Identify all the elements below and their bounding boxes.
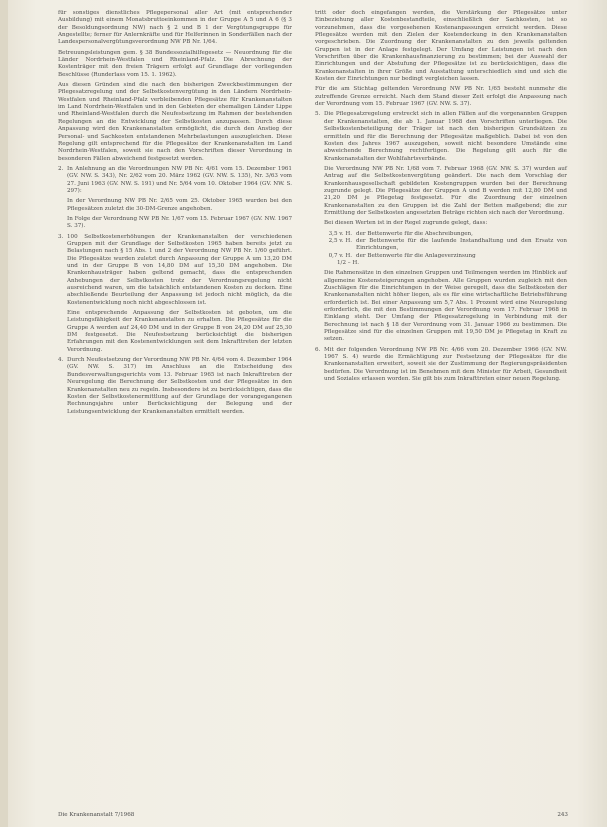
rate-description: der Bettenwerte für die Anlageverzinsung (356, 252, 476, 259)
paragraph: Betreuungsleistungen gem. § 38 Bundessozialhilfegesetz — Neuordnung für die Länder Nordrhein-Westfalen und Rheinland-Pfalz. Die Abrechnung der Kostenträger mit den freien Trägern erfolgt auf Grundlage der vorliegenden Beschlüsse (Runderlass vom 15. 1. 1962). (58, 49, 292, 78)
fraction-line: 1/2 – H. (337, 260, 360, 266)
rate-value: 2,5 v. H. (328, 237, 352, 244)
journal-footer: Die Krankenanstalt 7/1968 (58, 812, 135, 818)
rate-value: 3,5 v. H. (328, 230, 352, 237)
paragraph: Für die am Stichtag geltenden Verordnung NW PB Nr. 1/65 besteht nunmehr die zutreffende Grenze erreicht. Nach dem Stand dieser Zeit erfolgt die Anpassung nach der Verordnung vom 15. Februar 1967 (GV. NW. S. 37). (315, 86, 567, 108)
item-text: In Anlehnung an die Verordnungen NW PB Nr. 4/61 vom 15. Dezember 1961 (GV. NW. S. 343), Nr. 2/62 vom 20. März 1962 (GV. NW. S. 135), Nr. 3/63 vom 27. Juni 1963 (GV. NW. S. 191) und Nr. 5/64 vom 10. Oktober 1964 (GV. NW. S. 297): (67, 165, 292, 194)
paragraph: Eine entsprechende Anpassung der Selbstkosten ist geboten, um die Leistungsfähigkeit der Krankenanstalten zu erhalten. Die Pflegesätze für die Gruppe A werden auf 24,40 DM und in der Gruppe B von 24,20 DM auf 25,30 DM festgesetzt. Die Neufestsetzung berücksichtigt die bisherigen Erfahrungen mit den Kostenentwicklungen seit dem Inkrafttreten der letzten Verordnung. (67, 310, 292, 353)
paragraph: Die Verordnung NW PB Nr. 1/68 vom 7. Februar 1968 (GV. NW. S. 37) wurden auf Antrag auf die Selbstkostenvergütung geändert. Die nach dem Vorschlag der Krankenhausgesellschaft gebildeten Kostengruppen wurden bei der Berechnung zugrunde gelegt. Die Pflegesätze der Gruppen A und B werden mit 12,80 DM und 21,20 DM je Pflegetag festgesetzt. Für die Zuordnung der einzelnen Krankenanstalten zu den Gruppen ist die Zahl der Betten maßgebend; die zur Ermittlung der Selbstkosten angesetzten Beträge richten sich nach der Verordnung. (324, 165, 567, 216)
page-edge-shadow (0, 0, 8, 827)
item-text: Durch Neufestsetzung der Verordnung NW PB Nr. 4/64 vom 4. Dezember 1964 (GV. NW. S. 317) im Anschluss an die Entscheidung des Bundesverwaltungsgerichts vom 13. Februar 1965 ist nach Inkrafttreten der Neuregelung die Berechnung der Selbstkosten und der Pflegesätze in den Krankenanstalten neu zu regeln. Insbesondere ist zu berücksichtigen, dass die Kosten der Selbstkostenermittlung auf der Grundlage der vorangegangenen Rechnungsjahre unter Berücksichtigung der Belegung und der Leistungsentwicklung der Krankenanstalten ermittelt werden. (67, 357, 292, 415)
item-text: 100 Selbstkostenerhöhungen der Krankenanstalten der verschiedenen Gruppen mit der Grundlage der Selbstkosten 1965 haben bereits jetzt zu Belastungen nach § 15 Abs. 1 und 2 der Verordnung NW PB Nr. 1/60 geführt. Die Pflegesätze wurden zuletzt durch Anpassung der Gruppe A um 13,20 DM und in der Gruppe B von 14,80 DM auf 15,30 DM angehoben. Die Krankenhausträger haben geltend gemacht, dass die entsprechenden Anhebungen der Selbstkosten trotz der Verordnungsregelung nicht ausreichend waren, um die tatsächlich entstandenen Kosten zu decken. Eine abschließende Beurteilung der Anpassung ist jedoch nicht möglich, da die Kostenentwicklung noch nicht abgeschlossen ist. (67, 233, 292, 306)
paragraph: Bei diesen Werten ist in der Regel zugrunde gelegt, dass: (324, 220, 488, 227)
item-text: Mit der folgenden Verordnung NW PB Nr. 4/66 vom 20. Dezember 1966 (GV. NW. 1967 S. 4) wurde die Ermächtigung zur Festsetzung der Pflegesätze für die Krankenanstalten erweitert, soweit sie der Zustimmung der Regierungspräsidenten bedürfen. Die Verordnung ist im Benehmen mit dem Minister für Arbeit, Gesundheit und Soziales erlassen worden. Sie gilt bis zum Inkrafttreten einer neuen Regelung. (324, 346, 567, 383)
rate-description: der Bettenwerte für die laufende Instandhaltung und den Ersatz von Einrichtungen, (356, 237, 567, 252)
list-item (315, 111, 567, 162)
paragraph: In der Verordnung NW PB Nr. 2/65 vom 25. Oktober 1965 wurden bei den Pflegesätzen zuletzt die 30-DM-Grenze angehoben. (67, 198, 292, 212)
list-item (315, 347, 567, 384)
paragraph: für sonstiges dienstliches Pflegepersonal aller Art (mit entsprechender Ausbildung) mit einem Monatsbruttoeinkommen in der Gruppe A 5 und A 6 (§ 3 der Besoldungsordnung NW) nach § 2 und B 1 der Vergütungsgruppe für Angestellte; ferner für Anlernkräfte und für Helferinnen in Sonderfällen nach der Landespersonalvergütungsverordnung NW PB Nr. 1/64. (58, 10, 292, 46)
item-number: 2. (58, 165, 64, 172)
rate-description: der Bettenwerte für die Abschreibungen, (356, 230, 473, 237)
rate-value: 0,7 v. H. (328, 252, 352, 259)
item-number: 4. (58, 357, 64, 364)
list-item (58, 166, 292, 195)
right-column (315, 10, 567, 387)
paragraph: Die Rahmensätze in den einzelnen Gruppen und Teilmengen werden im Hinblick auf allgemeine Kostensteigerungen angehoben. Alle Gruppen wurden zugleich mit den Zuschlägen für die Einrichtungen in der Weise geregelt, dass die Selbstkosten der Krankenanstalten nicht höher liegen, als es für eine wirtschaftliche Betriebsführung erforderlich ist. Bei einer Anpassung um 5,7 Abs. 1 Prozent wird eine Neuregelung erforderlich, die mit den Bestimmungen der Verordnung vom 17. Februar 1968 in Einklang steht. Der Umfang der Pflegesatzregelung in Verbindung mit der Berechnung ist nach § 18 der Verordnung vom 31. Januar 1966 zu bestimmen. Die Pflegesätze sind für die einzelnen Gruppen mit 19,50 DM je Pflegetag in Kraft zu setzen. (324, 270, 567, 343)
rate-line (315, 231, 567, 238)
list-item (58, 357, 292, 416)
paragraph: In Folge der Verordnung NW PB Nr. 1/67 vom 15. Februar 1967 (GV. NW. 1967 S. 37). (67, 215, 292, 230)
item-number: 6. (315, 346, 321, 353)
list-item (58, 234, 292, 307)
paragraph: Aus diesen Gründen sind die nach den bisherigen Zweckbestimmungen der Pflegesatzregelung und der Selbstkostenvergütung in den Ländern Nordrhein-Westfalen und Rheinland-Pfalz verbleibenden Pflegesätze für Krankenanstalten im Land Nordrhein-Westfalen und in den Gebieten der ehemaligen Länder Lippe und Rheinland-Westfalen durch die Neufestsetzung im Rahmen der bestehenden Regelungen an die Entwicklung der Selbstkosten anzupassen. Durch diese Anpassung wird den Krankenanstalten ermöglicht, die durch den Anstieg der Personal- und Sachkosten entstandenen Mehrbelastungen auszugleichen. Diese Regelung gilt entsprechend für die Pflegesätze der Krankenanstalten im Land Nordrhein-Westfalen, soweit sie nach den Vorschriften dieser Verordnung in besonderen Fällen abweichend festgesetzt werden. (58, 82, 292, 162)
item-number: 5. (315, 111, 321, 118)
page-footer (58, 812, 568, 821)
rate-line (315, 238, 567, 253)
paragraph: tritt oder doch eingefangen werden, die Verstärkung der Pflegesätze unter Einbeziehung aller Kostenbestandteile, einschließlich der Sachkosten, ist so vorzunehmen, dass die vorgesehenen Kostenanpassungen erreicht werden. Diese Pflegesätze werden mit den Zielen der Kostendeckung in den Krankenanstalten vorgeschrieben. Die Zuordnung der Krankenanstalten zu den jeweils geltenden Gruppen ist in der Anlage festgelegt. Der Umfang der Leistungen ist nach den Vorschriften über die Krankenhausfinanzierung zu bestimmen; bei der Auswahl der Einrichtungen und der Abstufung der Pflegesätze ist zu berücksichtigen, dass die Krankenanstalten in ihrer Größe und Ausstattung unterschiedlich sind und sich die Kosten der Einrichtungen nur bedingt vergleichen lassen. (315, 10, 567, 83)
item-number: 3. (58, 233, 64, 240)
page-number: 243 (557, 812, 568, 818)
item-text: Die Pflegesatzregelung erstreckt sich in allen Fällen auf die vorgenannten Gruppen der Krankenanstalten, die ab 1. Januar 1968 den Vorschriften unterliegen. Die Selbstkostenbeteiligung der Träger ist nach den bisherigen Grundsätzen zu ermitteln und für die Berechnung der Pflegesätze maßgeblich. Dabei ist von den Kosten des Jahres 1967 auszugehen, soweit nicht besondere Umstände eine abweichende Berechnung rechtfertigen. Die Regelung gilt auch für die Krankenanstalten der Wohlfahrtsverbände. (324, 111, 567, 162)
left-column (58, 10, 292, 419)
rate-line (315, 253, 567, 260)
